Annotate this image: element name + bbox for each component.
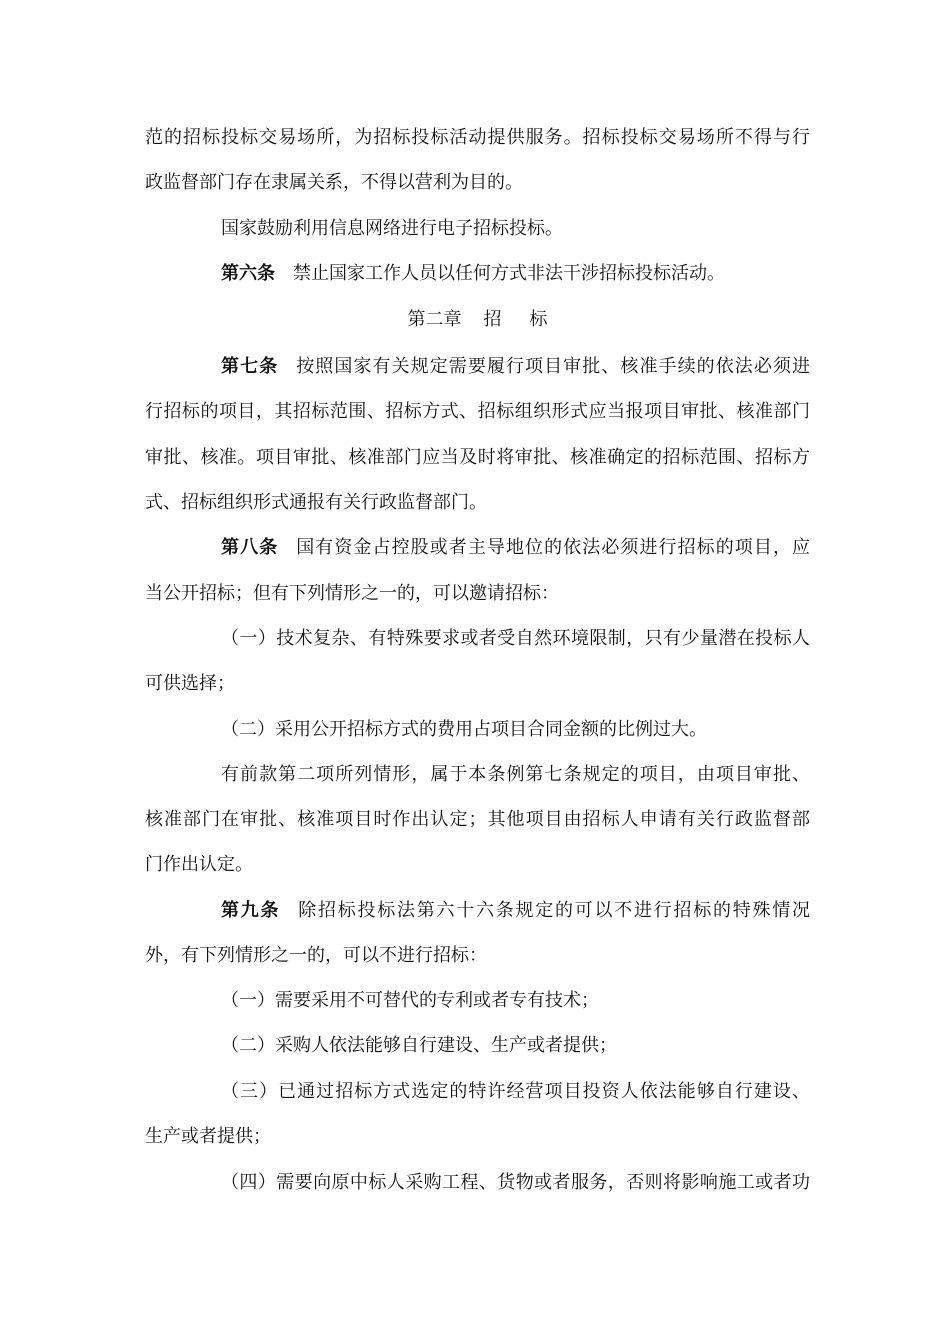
line-text: （一）需要采用不可替代的专利或者专有技术； <box>221 990 599 1011</box>
line-text: （一）技术复杂、有特殊要求或者受自然环境限制，只有少量潜在投标人 <box>221 628 810 649</box>
line-text: （二）采用公开招标方式的费用占项目合同金额的比例过大。 <box>221 719 707 740</box>
list-item-line <box>221 986 810 1016</box>
paragraph-line <box>145 850 810 880</box>
article-number: 第八条 <box>221 537 279 558</box>
paragraph-line <box>145 669 810 699</box>
line-text: 当公开招标；但有下列情形之一的，可以邀请招标： <box>145 583 559 604</box>
paragraph-line <box>221 760 810 790</box>
line-text: 生产或者提供； <box>145 1126 271 1147</box>
paragraph-line <box>145 805 810 835</box>
line-text: 除招标投标法第六十六条规定的可以不进行招标的特殊情况 <box>298 900 810 921</box>
chapter-heading <box>145 305 810 335</box>
article-line <box>221 352 810 382</box>
list-item-line <box>221 1168 810 1198</box>
paragraph-line <box>145 123 810 153</box>
line-text: 行招标的项目，其招标范围、招标方式、招标组织形式应当报项目审批、核准部门 <box>145 401 810 422</box>
line-text: 有前款第二项所列情形，属于本条例第七条规定的项目，由项目审批、 <box>221 764 810 785</box>
paragraph-line <box>145 443 810 473</box>
paragraph-line <box>145 579 810 609</box>
paragraph-line <box>145 488 810 518</box>
line-text: 按照国家有关规定需要履行项目审批、核准手续的依法必须进 <box>296 356 811 377</box>
line-text: 国有资金占控股或者主导地位的依法必须进行招标的项目，应 <box>296 537 811 558</box>
line-text: 审批、核准。项目审批、核准部门应当及时将审批、核准确定的招标范围、招标方 <box>145 447 810 468</box>
article-number: 第九条 <box>221 900 281 921</box>
line-text: 式、招标组织形式通报有关行政监督部门。 <box>145 492 487 513</box>
article-line <box>221 533 810 563</box>
article-number: 第六条 <box>221 263 275 284</box>
article-line <box>221 896 810 926</box>
line-text: 禁止国家工作人员以任何方式非法干涉招标投标活动。 <box>293 263 725 284</box>
line-text: （二）采购人依法能够自行建设、生产或者提供； <box>221 1035 617 1056</box>
line-text: 国家鼓励利用信息网络进行电子招标投标。 <box>221 218 563 239</box>
line-text: 可供选择； <box>145 673 235 694</box>
paragraph-line <box>145 1122 810 1152</box>
paragraph-line <box>145 941 810 971</box>
chapter-number: 第二章 <box>407 309 462 330</box>
list-item-line <box>221 1031 810 1061</box>
chapter-title-char: 标 <box>529 309 548 330</box>
paragraph-line <box>145 168 810 198</box>
line-text: 外，有下列情形之一的，可以不进行招标： <box>145 945 487 966</box>
line-text: （四）需要向原中标人采购工程、货物或者服务，否则将影响施工或者功 <box>221 1172 810 1193</box>
paragraph-line <box>221 214 810 244</box>
paragraph-line <box>145 397 810 427</box>
list-item-line <box>221 715 810 745</box>
line-text: 范的招标投标交易场所，为招标投标活动提供服务。招标投标交易场所不得与行 <box>145 127 810 148</box>
article-number: 第七条 <box>221 356 279 377</box>
list-item-line <box>221 1077 810 1107</box>
line-text: 门作出认定。 <box>145 854 253 875</box>
list-item-line <box>221 624 810 654</box>
line-text: 政监督部门存在隶属关系，不得以营利为目的。 <box>145 172 523 193</box>
article-line <box>221 259 810 289</box>
line-text: （三）已通过招标方式选定的特许经营项目投资人依法能够自行建设、 <box>221 1081 810 1102</box>
line-text: 核准部门在审批、核准项目时作出认定；其他项目由招标人申请有关行政监督部 <box>145 809 810 830</box>
chapter-title-char: 招 <box>483 309 502 330</box>
